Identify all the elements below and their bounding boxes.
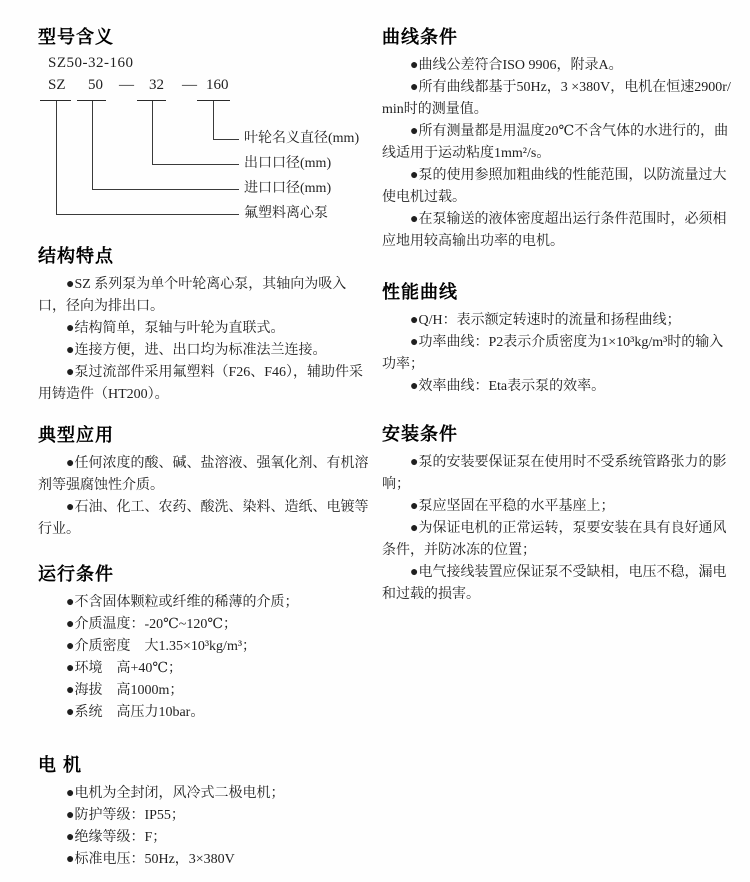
bullet-item: ●电气接线装置应保证泵不受缺相，电压不稳，漏电和过载的损害。 <box>382 565 727 602</box>
bullet-item: ●泵应坚固在平稳的水平基座上； <box>410 499 615 514</box>
model-connector-line <box>56 101 239 215</box>
section-performance-curves <box>382 283 734 398</box>
bullet-item: ●海拔 高1000m； <box>66 683 184 698</box>
section-motor <box>38 756 372 871</box>
bullet-item: ●功率曲线：P2表示介质密度为1×10³kg/m³时的输入功率； <box>382 335 724 372</box>
bullet-item: ●Q/H：表示额定转速时的流量和扬程曲线； <box>410 313 681 328</box>
bullet-item: ●介质密度 大1.35×10³kg/m³； <box>66 639 257 654</box>
model-dash: — <box>119 77 134 93</box>
section-model-meaning <box>38 28 372 227</box>
section-structure-features <box>38 247 372 406</box>
bullet-item: ●石油、化工、农药、酸洗、染料、造纸、电镀等行业。 <box>38 500 369 537</box>
bullet-item: ●所有测量都是用温度20℃不含气体的水进行的，曲线适用于运动粘度1mm²/s。 <box>382 124 729 161</box>
bullet-item: ●标准电压：50Hz，3×380V <box>66 852 235 867</box>
model-callout-outlet-diameter: 出口口径(mm) <box>244 156 332 171</box>
bullet-item: ●SZ 系列泵为单个叶轮离心泵，其轴向为吸入口，径向为排出口。 <box>38 277 347 314</box>
bullet-item: ●结构简单，泵轴与叶轮为直联式。 <box>66 321 285 336</box>
model-code-diagram <box>38 55 372 227</box>
section-curve-conditions <box>382 28 734 253</box>
bullet-item: ●为保证电机的正常运转，泵要安装在具有良好通风条件，并防冰冻的位置； <box>382 521 727 558</box>
section-title-motor: 电 机 <box>38 755 83 775</box>
bullet-item: ●绝缘等级：F； <box>66 830 167 845</box>
bullet-item: ●任何浓度的酸、碱、盐溶液、强氧化剂、有机溶剂等强腐蚀性介质。 <box>38 456 369 493</box>
bullet-item: ●系统 高压力10bar。 <box>66 705 205 720</box>
section-title-installation-conditions: 安装条件 <box>382 424 458 444</box>
bullet-item: ●泵过流部件采用氟塑料（F26、F46），辅助件采用铸造件（HT200）。 <box>38 365 364 402</box>
section-title-operating-conditions: 运行条件 <box>38 564 114 584</box>
section-title-performance-curves: 性能曲线 <box>382 282 458 302</box>
section-title-curve-conditions: 曲线条件 <box>382 27 458 47</box>
model-segment-impeller: 160 <box>206 77 229 93</box>
section-title-structure-features: 结构特点 <box>38 246 114 266</box>
bullet-item: ●连接方便，进、出口均为标准法兰连接。 <box>66 343 327 358</box>
bullet-item: ●电机为全封闭，风冷式二极电机； <box>66 786 285 801</box>
section-title-model-meaning: 型号含义 <box>38 27 114 47</box>
model-code: SZ50-32-160 <box>48 55 134 71</box>
model-dash: — <box>182 77 197 93</box>
section-operating-conditions <box>38 565 372 724</box>
bullet-item: ●在泵输送的液体密度超出运行条件范围时，必须相应地用较高输出功率的电机。 <box>382 212 727 249</box>
section-installation-conditions <box>382 425 734 606</box>
section-typical-application <box>38 426 372 541</box>
model-segment-outlet: 32 <box>149 77 164 93</box>
bullet-item: ●曲线公差符合ISO 9906，附录A。 <box>410 58 623 73</box>
bullet-item: ●防护等级：IP55； <box>66 808 185 823</box>
bullet-item: ●泵的使用参照加粗曲线的性能范围，以防流量过大使电机过载。 <box>382 168 727 205</box>
right-column <box>382 28 734 871</box>
model-callout-inlet-diameter: 进口口径(mm) <box>244 181 332 196</box>
bullet-item: ●介质温度：-20℃~120℃； <box>66 617 238 632</box>
model-segment-series: SZ <box>48 77 66 93</box>
section-title-typical-application: 典型应用 <box>38 425 114 445</box>
bullet-item: ●效率曲线：Eta表示泵的效率。 <box>410 379 606 394</box>
bullet-item: ●所有曲线都基于50Hz，3 ×380V，电机在恒速2900r/min时的测量值。 <box>382 80 731 117</box>
bullet-item: ●泵的安装要保证泵在使用时不受系统管路张力的影响； <box>382 455 727 492</box>
bullet-item: ●环境 高+40℃； <box>66 661 183 676</box>
bullet-item: ●不含固体颗粒或纤维的稀薄的介质； <box>66 595 299 610</box>
left-column <box>38 28 372 871</box>
model-callout-impeller-diameter: 叶轮名义直径(mm) <box>244 131 360 146</box>
model-segment-inlet: 50 <box>88 77 103 93</box>
model-callout-pump-type: 氟塑料离心泵 <box>244 206 328 221</box>
